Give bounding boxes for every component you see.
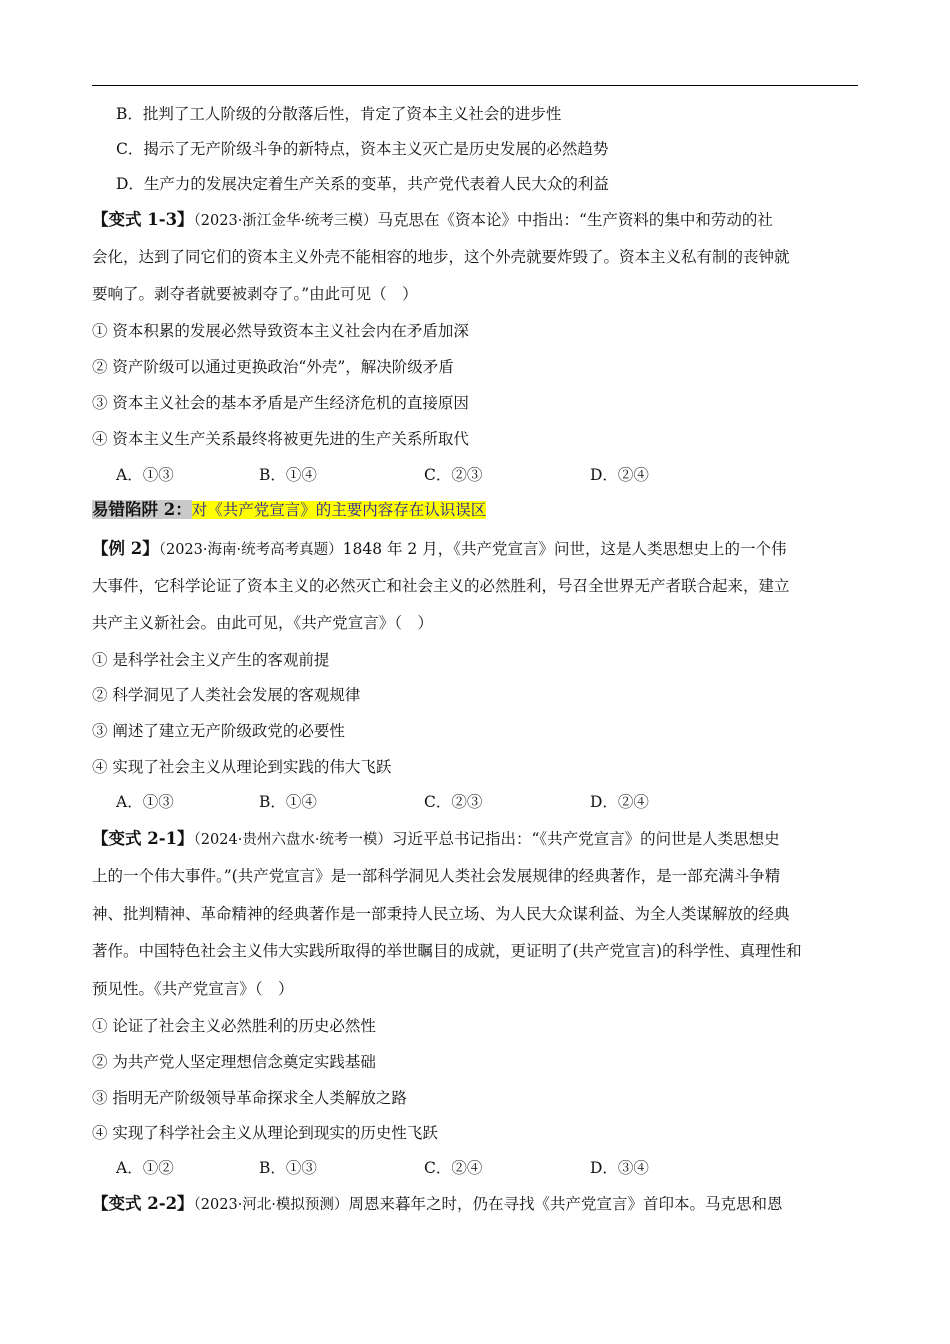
question-label: 【变式 1-3】 [92,210,194,229]
statement-4: ④ 实现了社会主义从理论到实践的伟大飞跃 [92,758,392,776]
question-source: （2023·河北·模拟预测） [193,1197,349,1213]
choice-d: D．②④ [590,466,649,484]
statement-4: ④ 实现了科学社会主义从理论到现实的历史性飞跃 [92,1124,438,1142]
trap-label: 易错陷阱 2： [92,500,192,519]
question-1-3-line-2: 会化，达到了同它们的资本主义外壳不能相容的地步，这个外壳就要炸毁了。资本主义私有制的丧钟就 [92,248,790,266]
option-b: B．批判了工人阶级的分散落后性，肯定了资本主义社会的进步性 [116,105,562,123]
statement-3: ③ 阐述了建立无产阶级政党的必要性 [92,722,345,740]
trap-text: 对《共产党宣言》的主要内容存在认识误区 [191,501,487,519]
statement-2: ② 为共产党人坚定理想信念奠定实践基础 [92,1053,376,1071]
statement-1: ① 是科学社会主义产生的客观前提 [92,651,330,669]
question-source: （2023·海南·统考高考真题） [158,542,343,558]
choice-a: A．①③ [116,793,174,811]
statement-3: ③ 资本主义社会的基本矛盾是产生经济危机的直接原因 [92,394,469,412]
choice-b: B．①③ [259,1159,317,1177]
question-label: 【变式 2-2】 [92,1194,194,1213]
option-d: D．生产力的发展决定着生产关系的变革，共产党代表着人民大众的利益 [116,175,609,193]
choice-b: B．①④ [259,793,317,811]
question-2-1-line-1: 【变式 2-1】（2024·贵州六盘水·统考一模）习近平总书记指出：“《共产党宣言》的问世是人类思想史 [92,829,780,848]
example-2-line-2: 大事件，它科学论证了资本主义的必然灭亡和社会主义的必然胜利，号召全世界无产者联合起来，建立 [92,577,790,595]
statement-2: ② 资产阶级可以通过更换政治“外壳”，解决阶级矛盾 [92,358,454,376]
choice-d: D．③④ [590,1159,649,1177]
question-2-2-line-1: 【变式 2-2】（2023·河北·模拟预测）周恩来暮年之时，仍在寻找《共产党宣言》首印本。马克思和恩 [92,1194,783,1213]
trap-heading [92,500,862,520]
statement-2: ② 科学洞见了人类社会发展的客观规律 [92,686,361,704]
question-label: 【变式 2-1】 [92,829,194,848]
question-source: （2023·浙江金华·统考三模） [193,213,378,229]
example-2-line-1: 【例 2】（2023·海南·统考高考真题）1848 年 2 月，《共产党宣言》问世，这是人类思想史上的一个伟 [92,539,787,558]
question-source: （2024·贵州六盘水·统考一模） [193,832,392,848]
choice-a: A．①③ [116,466,174,484]
choice-d: D．②④ [590,793,649,811]
header-rule [92,85,858,86]
question-2-1-line-3: 神、批判精神、革命精神的经典著作是一部秉持人民立场、为人民大众谋利益、为全人类谋解放的经典 [92,905,790,923]
question-2-1-line-4: 著作。中国特色社会主义伟大实践所取得的举世瞩目的成就，更证明了(共产党宣言)的科学性、真理性和 [92,942,802,960]
statement-1: ① 论证了社会主义必然胜利的历史必然性 [92,1017,376,1035]
choice-b: B．①④ [259,466,317,484]
choice-c: C．②③ [424,466,483,484]
statement-3: ③ 指明无产阶级领导革命探求全人类解放之路 [92,1089,407,1107]
question-2-1-line-5: 预见性。《共产党宣言》（ ） [92,980,294,998]
question-label: 【例 2】 [92,539,159,558]
statement-1: ① 资本积累的发展必然导致资本主义社会内在矛盾加深 [92,322,469,340]
choice-c: C．②③ [424,793,483,811]
option-c: C．揭示了无产阶级斗争的新特点，资本主义灭亡是历史发展的必然趋势 [116,140,609,158]
question-1-3-line-1: 【变式 1-3】（2023·浙江金华·统考三模）马克思在《资本论》中指出：“生产资料的集中和劳动的社 [92,210,773,229]
choice-c: C．②④ [424,1159,483,1177]
choice-a: A．①② [116,1159,174,1177]
statement-4: ④ 资本主义生产关系最终将被更先进的生产关系所取代 [92,430,469,448]
example-2-line-3: 共产主义新社会。由此可见，《共产党宣言》（ ） [92,614,434,632]
question-1-3-line-3: 要响了。剥夺者就要被剥夺了。”由此可见（ ） [92,285,418,303]
question-2-1-line-2: 上的一个伟大事件。”(共产党宣言》是一部科学洞见人类社会发展规律的经典著作，是一部充满斗争精 [92,867,781,885]
